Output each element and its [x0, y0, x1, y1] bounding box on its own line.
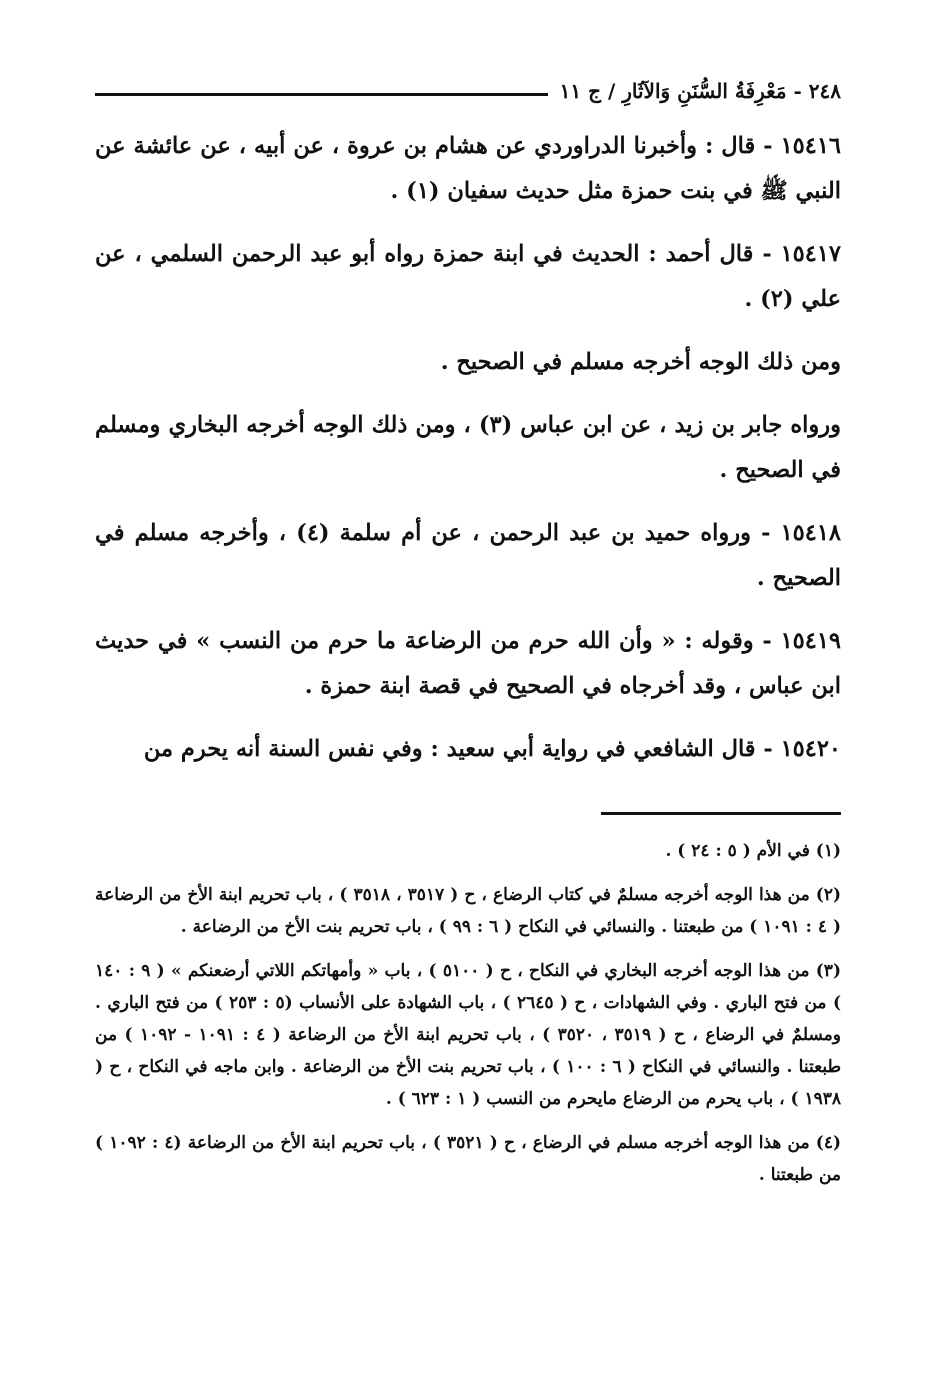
- paragraph-15420: ١٥٤٢٠ - قال الشافعي في رواية أبي سعيد : وفي نفس السنة أنه يحرم من: [143, 736, 841, 762]
- paragraph-15418: ١٥٤١٨ - ورواه حميد بن عبد الرحمن ، عن أم سلمة (٤) ، وأخرجه مسلم في الصحيح .: [95, 520, 841, 591]
- main-text: [95, 124, 841, 772]
- header-rule: [95, 93, 548, 96]
- running-title: ٢٤٨ - مَعْرِفَةُ السُّنَنِ وَالآثَارِ / ج ١١: [559, 79, 841, 103]
- paragraph-jabir: ورواه جابر بن زيد ، عن ابن عباس (٣) ، ومن ذلك الوجه أخرجه البخاري ومسلم في الصحيح .: [95, 412, 841, 483]
- footnotes: [95, 835, 841, 1191]
- footnote-2: (٢) من هذا الوجه أخرجه مسلمٌ في كتاب الرضاع ، ح ( ٣٥١٧ ، ٣٥١٨ ) ، باب تحريم ابنة الأخ من الرضاعة ( ٤ : ١٠٩١ ) من طبعتنا . والنسائي في النكاح ( ٦ : ٩٩ ) ، باب تحريم بنت الأخ من الرضاعة .: [95, 885, 841, 937]
- footnote-1: (١) في الأم ( ٥ : ٢٤ ) .: [665, 841, 841, 861]
- paragraph-15417: ١٥٤١٧ - قال أحمد : الحديث في ابنة حمزة رواه أبو عبد الرحمن السلمي ، عن علي (٢) .: [95, 241, 841, 312]
- footnote-rule: [601, 812, 841, 815]
- paragraph-15419: ١٥٤١٩ - وقوله : « وأن الله حرم من الرضاعة ما حرم من النسب » في حديث ابن عباس ، وقد أخرجاه في الصحيح في قصة ابنة حمزة .: [95, 628, 841, 699]
- book-page: [95, 70, 841, 1203]
- paragraph-15416: ١٥٤١٦ - قال : وأخبرنا الدراوردي عن هشام بن عروة ، عن أبيه ، عن عائشة عن النبي ﷺ في بنت حمزة مثل حديث سفيان (١) .: [95, 133, 841, 204]
- page-header: [95, 70, 841, 112]
- paragraph-muslim-note: ومن ذلك الوجه أخرجه مسلم في الصحيح .: [440, 349, 841, 375]
- footnote-4: (٤) من هذا الوجه أخرجه مسلم في الرضاع ، ح ( ٣٥٢١ ) ، باب تحريم ابنة الأخ من الرضاعة (٤ : ١٠٩٢ ) من طبعتنا .: [95, 1133, 841, 1185]
- footnote-3: (٣) من هذا الوجه أخرجه البخاري في النكاح ، ح ( ٥١٠٠ ) ، باب « وأمهاتكم اللاتي أرضعنكم » ( ٩ : ١٤٠ ) من فتح الباري . وفي الشهادات ، ح ( ٢٦٤٥ ) ، باب الشهادة على الأنساب (٥ : ٢٥٣ ) من فتح الباري . ومسلمٌ في الرضاع ، ح ( ٣٥١٩ ، ٣٥٢٠ ) ، باب تحريم ابنة الأخ من الرضاعة ( ٤ : ١٠٩١ - ١٠٩٢ ) من طبعتنا . والنسائي في النكاح ( ٦ : ١٠٠ ) ، باب تحريم بنت الأخ من الرضاعة . وابن ماجه في النكاح ، ح ( ١٩٣٨ ) ، باب يحرم من الرضاع مايحرم من النسب ( ١ : ٦٢٣ ) .: [95, 961, 841, 1109]
